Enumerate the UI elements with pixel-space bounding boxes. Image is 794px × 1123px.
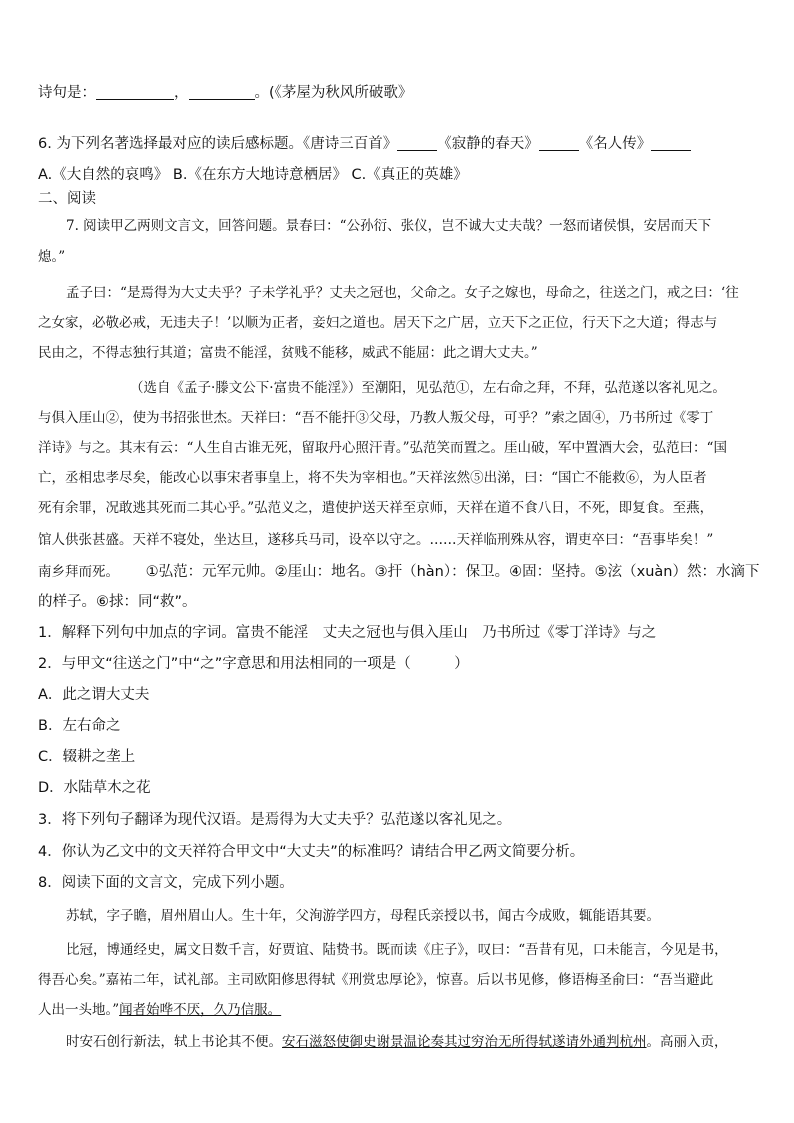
answer-blank[interactable] [96, 84, 174, 100]
question-6-options: A.《大自然的哀鸣》 B.《在东方大地诗意栖居》 C.《真正的英雄》 [38, 167, 468, 183]
section-heading-reading: 二、阅读 [38, 191, 96, 207]
passage-yi-line: 亡，丞相忠孝尽矣，能改心以事宋者事皇上，将不失为宰相也。”天祥泫然⑤出涕，曰：“国亡不能救⑥，为人臣者 [38, 470, 707, 486]
answer-blank[interactable] [189, 84, 255, 100]
sub-question-3: 3．将下列句子翻译为现代汉语。是焉得为大丈夫乎？弘范遂以客礼见之。 [38, 812, 512, 828]
passage-su-shi-line: 比冠，博通经史，属文日数千言，好贾谊、陆贽书。既而读《庄子》，叹曰：“吾昔有见，口未能言，今见是书， [66, 942, 728, 958]
underlined-sentence: 安石滋怒使御史谢景温论奏其过穷治无所得轼遂请外通判杭州 [282, 1034, 647, 1050]
answer-blank[interactable] [651, 135, 691, 151]
passage-su-shi-line: 时安石创行新法，轼上书论其不便。安石滋怒使御史谢景温论奏其过穷治无所得轼遂请外通判杭州。高丽入贡， [66, 1034, 728, 1050]
answer-blank[interactable] [539, 135, 579, 151]
passage-yi-line: 馆人供张甚盛。天祥不寝处，坐达旦，遂移兵马司，设卒以守之。……天祥临刑殊从容，谓吏卒曰：“吾事毕矣！” [38, 532, 714, 548]
sub-question-2: 2．与甲文“往送之门”中“之”字意思和用法相同的一项是（ ） [38, 656, 469, 672]
option-a[interactable]: A．此之谓大丈夫 [38, 687, 150, 703]
answer-blank[interactable] [397, 135, 437, 151]
option-d[interactable]: D．水陆草木之花 [38, 780, 151, 796]
option-b[interactable]: B．左右命之 [38, 718, 121, 734]
passage-su-shi-line: 人出一头地。”闻者始哗不厌，久乃信服。 [38, 1002, 282, 1018]
question-7-intro: 7. 阅读甲乙两则文言文，回答问题。景春曰：“公孙衍、张仪，岂不诚大丈夫哉？一怒而诸侯惧，安居而天下 [66, 218, 712, 234]
passage-su-shi-line: 得吾心矣。”嘉祐二年，试礼部。主司欧阳修思得轼《刑赏忠厚论》，惊喜。后以书见修，修语梅圣俞曰：“吾当避此 [38, 972, 714, 988]
underlined-sentence: 闻者始哗不厌，久乃信服。 [119, 1002, 282, 1018]
poem-blank-line: 诗句是： ， 。(《茅屋为秋风所破歌》 [38, 85, 413, 101]
annotations-cont: 的样子。⑥捄：同“救”。 [38, 594, 197, 610]
passage-jia-line: 之女家，必敬必戒，无违夫子！’以顺为正者，妾妇之道也。居天下之广居，立天下之正位，行天下之大道；得志与 [38, 315, 718, 331]
option-c[interactable]: C．辍耕之垄上 [38, 749, 136, 765]
sub-question-1: 1．解释下列句中加点的字词。富贵不能淫 丈夫之冠也与俱入厓山 乃书所过《零丁洋诗》与之 [38, 625, 657, 641]
passage-yi-line: 死有余罪，况敢逃其死而二其心乎。”弘范义之，遣使护送天祥至京师，天祥在道不食八日，不死，即复食。至燕， [38, 500, 714, 516]
passage-yi-line: 与俱入厓山②，使为书招张世杰。天祥曰：“吾不能扞③父母，乃教人叛父母，可乎？”索之固④，乃书所过《零丁 [38, 410, 714, 426]
sub-question-4: 4．你认为乙文中的文天祥符合甲文中“大丈夫”的标准吗？请结合甲乙两文简要分析。 [38, 844, 585, 860]
question-6: 6. 为下列名著选择最对应的读后感标题。《唐诗三百首》 《寂静的春天》 《名人传》 [38, 134, 760, 154]
passage-yi-line: （选自《孟子·滕文公下·富贵不能淫》）至潮阳，见弘范①，左右命之拜，不拜，弘范遂以客礼见之。 [130, 380, 726, 396]
passage-yi-line: 洋诗》与之。其末有云：“人生自古谁无死，留取丹心照汗青。”弘范笑而置之。厓山破，军中置酒大会，弘范曰：“国 [38, 440, 727, 456]
passage-jia-line: 民由之，不得志独行其道；富贵不能淫，贫贱不能移，威武不能屈：此之谓大丈夫。” [38, 345, 538, 361]
question-7-intro-cont: 熄。” [38, 249, 66, 265]
passage-yi-last-line: 南乡拜而死。 ①弘范：元军元帅。②厓山：地名。③扞（hàn）：保卫。④固：坚持。⑤泫（xuàn）然：水滴下 [38, 564, 760, 580]
question-8-intro: 8．阅读下面的文言文，完成下列小题。 [38, 875, 294, 891]
passage-jia-line: 孟子曰：“是焉得为大丈夫乎？子未学礼乎？丈夫之冠也，父命之。女子之嫁也，母命之，往送之门，戒之曰：‘往 [66, 285, 739, 301]
passage-su-shi-line: 苏轼，字子瞻，眉州眉山人。生十年，父洵游学四方，母程氏亲授以书，闻古今成败，辄能语其要。 [66, 908, 660, 924]
